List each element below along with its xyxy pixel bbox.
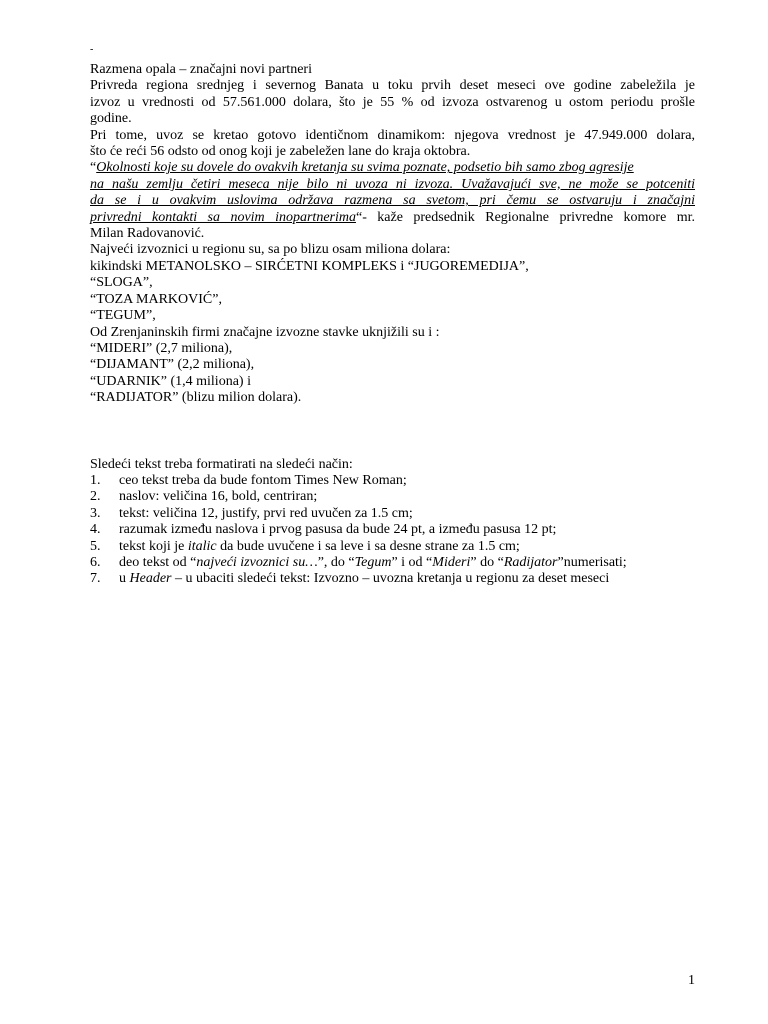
- exporters-list: [90, 242, 695, 406]
- list-item: “RADIJATOR” (blizu milion dolara).: [90, 390, 302, 406]
- item-text: razumak između naslova i prvog pasusa da bude 24 pt, a između pasusa 12 pt;: [119, 522, 557, 538]
- quote-text: privredni kontakti sa novim inopartnerima: [90, 209, 356, 225]
- item-number: 1.: [90, 472, 101, 488]
- item-text: naslov: veličina 16, bold, centriran;: [119, 489, 318, 505]
- item-text: [119, 539, 520, 555]
- item-number: 3.: [90, 505, 101, 521]
- text-run: da bude uvučene i sa leve i sa desne strane za 1.5 cm;: [216, 538, 520, 554]
- italic-run: Tegum: [354, 554, 392, 570]
- text-run: deo tekst od “: [119, 554, 197, 570]
- italic-run: Mideri: [432, 554, 471, 570]
- italic-run: Radijator: [503, 554, 558, 570]
- text-line: [90, 210, 695, 226]
- instruction-item: [90, 489, 695, 505]
- item-number: 6.: [90, 554, 101, 570]
- list-item: “UDARNIK” (1,4 miliona) i: [90, 373, 251, 389]
- instruction-item: [90, 571, 695, 587]
- instruction-item: [90, 555, 695, 571]
- document-body: [90, 38, 695, 588]
- text-line: Milan Radovanović.: [90, 226, 205, 242]
- item-number: 7.: [90, 571, 101, 587]
- instructions-intro: Sledeći tekst treba formatirati na sledeći način:: [90, 456, 353, 472]
- item-text: [119, 571, 609, 587]
- quote-attribution: “- kaže predsednik Regionalne privredne komore mr.: [355, 209, 695, 225]
- text-line: što će reći 56 odsto od onog koji je zabeležen lane do kraja oktobra.: [90, 144, 471, 160]
- text-run: ”numerisati;: [557, 554, 627, 570]
- instruction-item: [90, 539, 695, 555]
- italic-run: Header: [129, 571, 172, 587]
- text-run: – u ubaciti sledeći tekst: Izvozno – uvozna kretanja u regionu za deset meseci: [171, 571, 610, 587]
- item-text: [119, 555, 627, 571]
- text-line: godine.: [90, 111, 132, 127]
- text-run: tekst koji je: [119, 538, 188, 554]
- spacer: [90, 407, 695, 457]
- text-run: u: [119, 571, 130, 587]
- item-number: 4.: [90, 522, 101, 538]
- quote-text: da se i u ovakvim uslovima održava razmena sa svetom, pri čemu se ostvaruju i značajni: [90, 193, 695, 209]
- quote-text: Okolnosti koje su dovele do ovakvih kretanja su svima poznate, podsetio bih samo zbog agresije: [96, 160, 634, 176]
- instruction-item: [90, 522, 695, 538]
- quote-text: na našu zemlju četiri meseca nije bilo ni uvoza ni izvoza. Uvažavajući sve, ne može se potceniti: [90, 176, 695, 192]
- paragraph-exports: [90, 78, 695, 127]
- italic-run: najveći izvoznici su…: [196, 554, 318, 570]
- page-number: 1: [688, 973, 695, 988]
- text-run: ” i od “: [391, 554, 433, 570]
- list-item: Od Zrenjaninskih firmi značajne izvozne stavke uknjižili su i :: [90, 324, 440, 340]
- item-text: ceo tekst treba da bude fontom Times New Roman;: [119, 472, 407, 488]
- quote-paragraph: [90, 160, 695, 242]
- article-title: Razmena opala – značajni novi partneri: [90, 62, 312, 77]
- list-item: Najveći izvoznici u regionu su, sa po blizu osam miliona dolara:: [90, 242, 451, 258]
- list-item: “SLOGA”,: [90, 275, 153, 291]
- text-run: ” do “: [470, 554, 504, 570]
- list-item: kikindski METANOLSKO – SIRĆETNI KOMPLEKS i “JUGOREMEDIJA”,: [90, 258, 529, 274]
- quote-open-mark: “: [90, 160, 97, 176]
- text-run: ”, do “: [317, 554, 355, 570]
- item-text: tekst: veličina 12, justify, prvi red uvučen za 1.5 cm;: [119, 505, 413, 521]
- text-line: izvoz u vrednosti od 57.561.000 dolara, što je 55 % od izvoza ostvarenog u ostom periodu prošle: [90, 94, 695, 110]
- list-item: “DIJAMANT” (2,2 miliona),: [90, 357, 255, 373]
- item-number: 5.: [90, 538, 101, 554]
- list-item: “MIDERI” (2,7 miliona),: [90, 340, 233, 356]
- instruction-item: [90, 473, 695, 489]
- paragraph-imports: [90, 128, 695, 161]
- instructions-list: [90, 473, 695, 588]
- text-line: Pri tome, uvoz se kretao gotovo identičnom dinamikom: njegova vrednost je 47.949.000 dolara,: [90, 127, 695, 143]
- text-line: [90, 160, 695, 176]
- list-item: “TEGUM”,: [90, 308, 156, 324]
- instruction-item: [90, 506, 695, 522]
- italic-run: italic: [187, 538, 217, 554]
- header-mark: -: [90, 44, 94, 55]
- list-item: “TOZA MARKOVIĆ”,: [90, 291, 222, 307]
- text-line: Privreda regiona srednjeg i severnog Banata u toku prvih deset meseci ove godine zabeležila je: [90, 78, 695, 94]
- item-number: 2.: [90, 489, 101, 505]
